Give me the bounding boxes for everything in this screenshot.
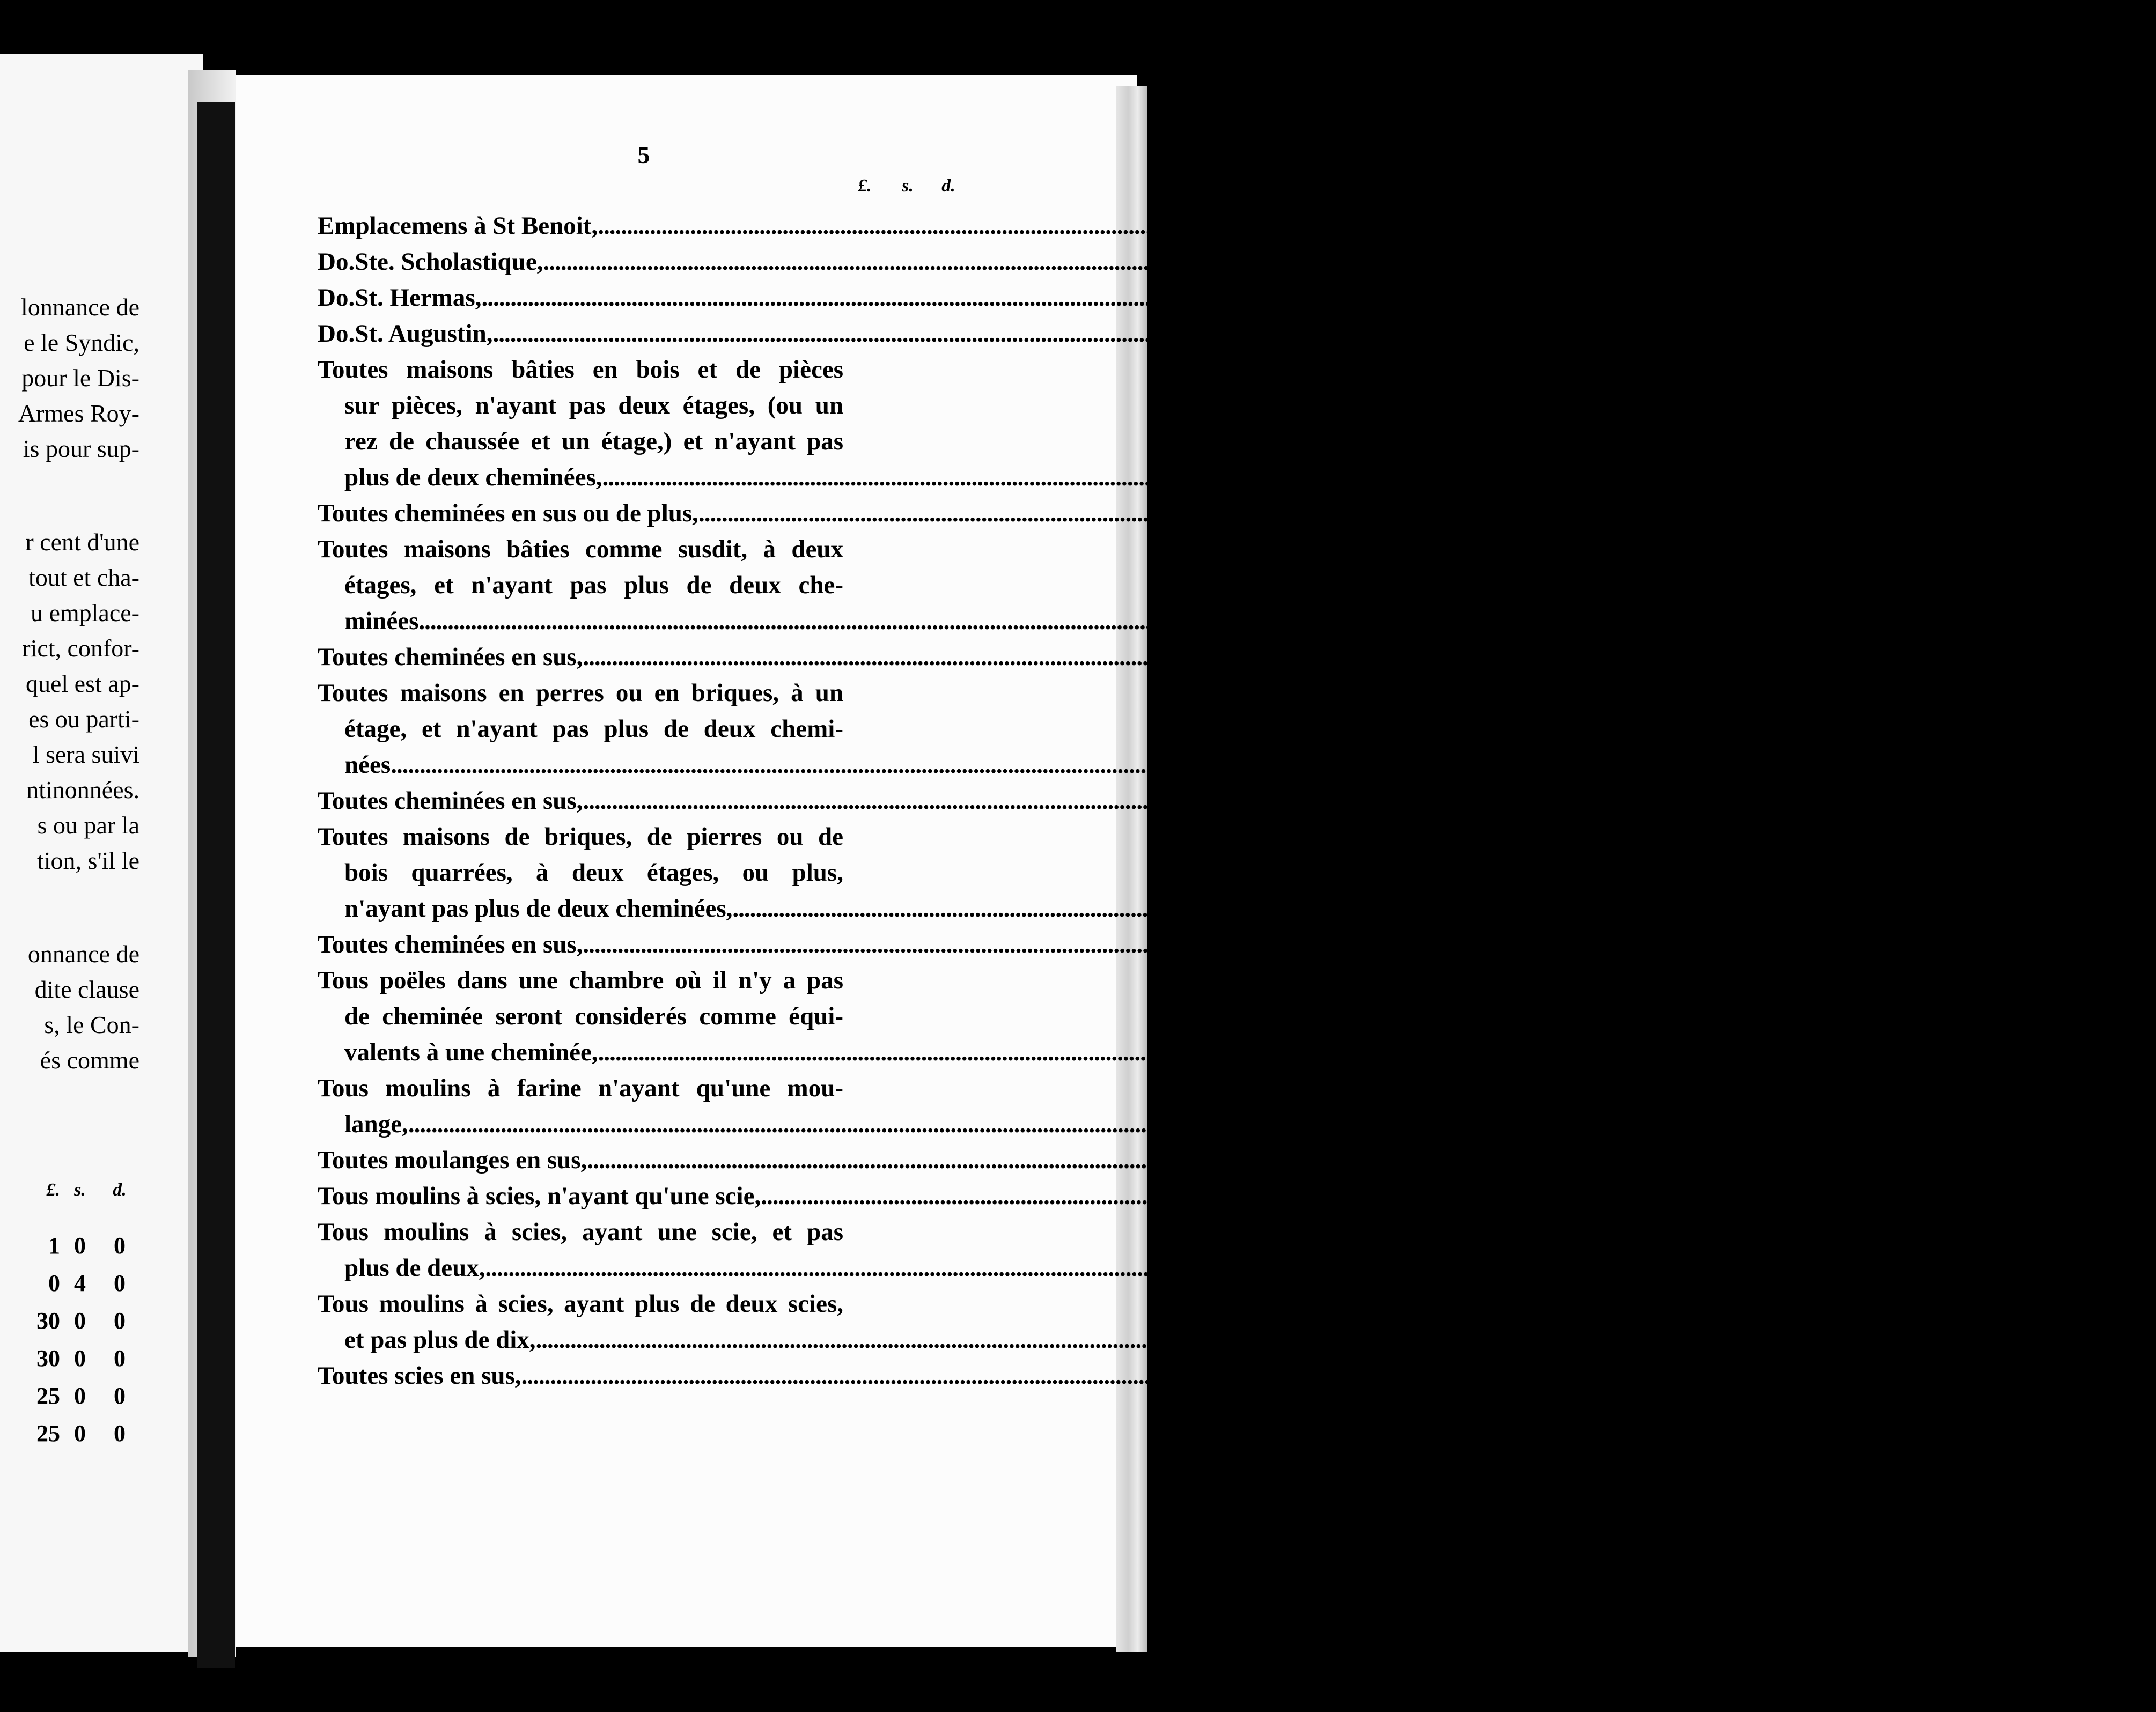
- left-text-line: is pour sup-: [23, 435, 139, 462]
- entry-amount: [1677, 1106, 1804, 1142]
- entry-line-with-amount: [318, 460, 1984, 496]
- entry-line-with-amount: [318, 316, 1874, 352]
- left-text-line: lonnance de: [21, 293, 139, 321]
- entry-line-with-amount: [318, 783, 1964, 819]
- entry-amount: [1687, 603, 1814, 639]
- left-amount-row: [17, 1377, 139, 1415]
- pounds-value: 15: [1821, 248, 1847, 276]
- entry-text: Tous moulins à scies, ayant plus de deux scies,: [318, 1290, 843, 1318]
- dot-leader: ............................................................................................................................................................................................................................: [583, 643, 1852, 671]
- dot-leader: ............................................................................................................................................................................................................................: [492, 320, 1762, 348]
- pence-value: 0: [1951, 787, 1964, 815]
- pence-value: 0: [2067, 499, 2080, 527]
- entry-amount: [1851, 927, 1978, 963]
- entry-text: sur pièces, n'ayant pas deux étages, (ou un: [344, 392, 843, 419]
- left-pence-value: 0: [114, 1233, 126, 1259]
- shillings-value: 0: [1809, 284, 1822, 312]
- entry-text: lange,: [344, 1110, 408, 1138]
- entry-text: minées: [344, 607, 419, 635]
- dot-leader: ............................................................................................................................................................................................................................: [391, 751, 1660, 779]
- left-text-line: Armes Roy-: [18, 400, 139, 427]
- left-text-line: u emplace-: [30, 599, 139, 626]
- entry-text: plus de deux,: [344, 1254, 485, 1282]
- pounds-value: 3: [1867, 787, 1881, 815]
- shillings-value: 0: [1925, 1038, 1939, 1066]
- shillings-value: 0: [1813, 1254, 1826, 1282]
- rate-entry: [318, 496, 2080, 532]
- dot-leader: ............................................................................................................................................................................................................................: [408, 1110, 1677, 1138]
- rate-entry: [318, 1286, 1917, 1358]
- entry-line-with-amount: [318, 1106, 1790, 1142]
- shillings-value: 0: [1820, 320, 1834, 348]
- entry-text: Toutes maisons en perres ou en briques, à un: [318, 679, 843, 707]
- left-amount-row: [17, 1340, 139, 1377]
- entry-text: Toutes scies en sus,: [318, 1362, 521, 1390]
- dot-leader: ............................................................................................................................................................................................................................: [521, 1362, 1790, 1390]
- entry-text: Do.: [318, 248, 355, 276]
- entry-text: rez de chaussée et un étage,) et n'ayant pas: [344, 427, 843, 455]
- left-pence-value: 0: [114, 1420, 126, 1447]
- entry-amount: [1867, 1035, 1993, 1071]
- pence-value: 0: [1951, 931, 1964, 958]
- left-shillings-value: 4: [74, 1270, 86, 1296]
- entry-amount: [1790, 1358, 1917, 1394]
- entry-text: n'ayant pas plus de deux cheminées,: [344, 895, 733, 923]
- entry-line-with-amount: [318, 208, 1979, 244]
- entry-line: [318, 1071, 977, 1106]
- left-pounds-value: 25: [36, 1420, 60, 1447]
- header-shillings: s.: [902, 176, 914, 196]
- shillings-value: 0: [1930, 463, 1943, 491]
- left-text-line: e le Syndic,: [24, 329, 139, 356]
- left-text-line: quel est ap-: [25, 670, 139, 697]
- dot-leader: ............................................................................................................................................................................................................................: [485, 1254, 1754, 1282]
- entry-amount: [1805, 1322, 1931, 1358]
- left-amount-row: [17, 1415, 139, 1452]
- entry-location: St. Hermas,: [355, 284, 482, 312]
- shillings-value: 0: [1736, 1110, 1749, 1138]
- pence-value: 0: [1759, 751, 1772, 779]
- entry-amount: [1754, 1250, 1881, 1286]
- entry-amount: [2029, 1178, 2156, 1214]
- rate-entry: [318, 1358, 1903, 1394]
- entry-line-with-amount: [318, 1358, 1903, 1394]
- left-shillings-value: 0: [74, 1233, 86, 1259]
- entry-line: [318, 711, 977, 747]
- entry-line: [318, 855, 977, 891]
- pounds-value: 15: [1771, 320, 1797, 348]
- entry-line: [318, 388, 977, 424]
- entry-line-with-amount: [318, 927, 1964, 963]
- dot-leader: ............................................................................................................................................................................................................................: [583, 787, 1852, 815]
- entry-amount: [2001, 891, 2128, 927]
- entry-text: Toutes maisons bâties comme susdit, à deux: [318, 535, 843, 563]
- pence-value: 0: [1777, 1110, 1790, 1138]
- entry-line: [318, 675, 977, 711]
- dot-leader: ............................................................................................................................................................................................................................: [698, 499, 1967, 527]
- left-text-line: pour le Dis-: [21, 364, 139, 392]
- left-text-line: ntinonnées.: [26, 776, 139, 803]
- left-text-line: s, le Con-: [44, 1011, 139, 1038]
- pounds-value: 20: [1697, 607, 1723, 635]
- left-header-pence: d.: [113, 1180, 127, 1200]
- entry-text: Tous moulins à farine n'ayant qu'une mou-: [318, 1074, 843, 1102]
- entry-amount: [1812, 244, 1938, 280]
- pence-value: 0: [1951, 643, 1964, 671]
- pounds-value: 100: [1680, 1110, 1719, 1138]
- pence-value: 0: [1955, 1146, 1969, 1174]
- entry-amount: [1967, 496, 2094, 532]
- pounds-value: 150: [1808, 1326, 1846, 1354]
- entry-text: Emplacemens à St Benoit,: [318, 212, 598, 240]
- pounds-value: 3: [1882, 1038, 1896, 1066]
- left-amount-row: [17, 1302, 139, 1340]
- rate-entry: [318, 244, 1925, 280]
- left-pence-value: 0: [114, 1270, 126, 1296]
- pounds-value: 25: [1865, 1146, 1891, 1174]
- left-paragraph-gap: [18, 879, 139, 936]
- entry-text: de cheminée seront considerés comme équi-: [344, 1002, 843, 1030]
- left-page: [0, 54, 203, 1652]
- shillings-value: 0: [1871, 248, 1884, 276]
- rate-entry: [318, 783, 1964, 819]
- left-text-line: r cent d'une: [25, 528, 139, 556]
- dot-leader: ............................................................................................................................................................................................................................: [418, 607, 1688, 635]
- left-text-line: onnance de: [27, 940, 139, 968]
- pence-value: 0: [1970, 463, 1984, 491]
- entry-line-with-amount: [318, 603, 1800, 639]
- pounds-value: 45: [2011, 895, 2036, 923]
- entry-text: Toutes cheminées en sus,: [318, 787, 583, 815]
- left-rows: [17, 1227, 139, 1452]
- left-text-line: s ou par la: [37, 811, 139, 839]
- pounds-value: 3: [1983, 499, 1996, 527]
- entry-line-with-amount: [318, 1250, 1867, 1286]
- shillings-value: 0: [1915, 1146, 1928, 1174]
- entry-text: Tous moulins à scies, n'ayant qu'une scie,: [318, 1182, 761, 1210]
- pence-value: 0: [1904, 1326, 1917, 1354]
- pence-value: 0: [1911, 248, 1925, 276]
- dot-leader: ............................................................................................................................................................................................................................: [587, 1146, 1856, 1174]
- pounds-value: 15: [1881, 463, 1906, 491]
- shillings-value: 0: [2026, 499, 2039, 527]
- entry-line-with-amount: [318, 891, 2114, 927]
- entry-line: [318, 999, 977, 1035]
- rate-entry: [318, 963, 1980, 1071]
- left-pounds-value: 30: [36, 1308, 60, 1334]
- pounds-value: 30: [1669, 751, 1695, 779]
- entry-text: bois quarrées, à deux étages, ou plus,: [344, 859, 843, 887]
- rate-entry: [318, 532, 1800, 639]
- pounds-value: 3: [1867, 931, 1881, 958]
- left-text-line: dite clause: [34, 976, 139, 1003]
- dot-leader: ............................................................................................................................................................................................................................: [602, 463, 1871, 491]
- pence-value: 0: [1966, 1038, 1980, 1066]
- entry-line-with-amount: [318, 496, 2080, 532]
- entry-text: Tous poëles dans une chambre où il n'y a pas: [318, 966, 843, 994]
- dot-leader: ............................................................................................................................................................................................................................: [481, 284, 1750, 312]
- entry-line-with-amount: [318, 1035, 1980, 1071]
- rate-entry: [318, 352, 1984, 496]
- shillings-value: 0: [1863, 1326, 1877, 1354]
- entry-text: Toutes cheminées en sus,: [318, 931, 583, 958]
- entry-line-with-amount: [318, 639, 1964, 675]
- left-header-shillings: s.: [74, 1180, 86, 1200]
- entry-line: [318, 532, 977, 567]
- left-pence-value: 0: [114, 1383, 126, 1409]
- pounds-value: 15: [1876, 212, 1902, 240]
- entry-line-with-amount: [318, 1142, 1969, 1178]
- dot-leader: ............................................................................................................................................................................................................................: [535, 1326, 1805, 1354]
- shillings-value: 0: [1925, 212, 1938, 240]
- entry-text: Toutes cheminées en sus ou de plus,: [318, 499, 698, 527]
- pounds-value: 60: [1764, 1254, 1790, 1282]
- entry-line-with-amount: [318, 1322, 1917, 1358]
- entry-text: Do.: [318, 284, 355, 312]
- left-text-line: tout et cha-: [28, 564, 139, 591]
- page-number: 5: [637, 141, 650, 168]
- rate-entry: [318, 675, 1772, 783]
- entry-line: [318, 1286, 977, 1322]
- entry-line: [318, 1214, 977, 1250]
- entry-line-with-amount: [318, 747, 1772, 783]
- pence-value: 0: [1861, 320, 1874, 348]
- left-amount-row: [17, 1265, 139, 1302]
- rate-entry: [318, 1178, 2142, 1214]
- left-shillings-value: 0: [74, 1420, 86, 1447]
- entry-line-with-amount: [318, 1178, 2142, 1214]
- entry-amount: [1866, 208, 1993, 244]
- header-pounds: £.: [858, 176, 872, 196]
- entry-text: et pas plus de dix,: [344, 1326, 536, 1354]
- left-pounds-value: 30: [36, 1345, 60, 1371]
- entry-amount: [1762, 316, 1888, 352]
- entry-location: St. Augustin,: [355, 320, 493, 348]
- left-shillings-value: 0: [74, 1345, 86, 1371]
- entry-text: étages, et n'ayant pas plus de deux che-: [344, 571, 843, 599]
- entry-text: Toutes maisons bâties en bois et de pièces: [318, 356, 843, 383]
- entry-line-with-amount: [318, 244, 1925, 280]
- currency-header: [842, 176, 969, 196]
- entry-line: [318, 963, 977, 999]
- pence-value: 0: [1853, 1254, 1867, 1282]
- left-pounds-value: 1: [48, 1233, 60, 1259]
- rate-entry: [318, 639, 1964, 675]
- pounds-value: 3: [1867, 643, 1881, 671]
- shillings-value: 0: [1718, 751, 1731, 779]
- entry-text: Do.: [318, 320, 355, 348]
- entry-amount: [1851, 783, 1978, 819]
- rate-entry: [318, 1142, 1969, 1178]
- entry-text: Toutes moulanges en sus,: [318, 1146, 587, 1174]
- entry-text: plus de deux cheminées,: [344, 463, 602, 491]
- entry-text: Toutes maisons de briques, de pierres ou de: [318, 823, 843, 851]
- shillings-value: 0: [1910, 643, 1924, 671]
- shillings-value: 0: [2060, 895, 2073, 923]
- left-text-line: tion, s'il le: [36, 847, 139, 874]
- dot-leader: ............................................................................................................................................................................................................................: [761, 1182, 2030, 1210]
- left-pence-value: 0: [114, 1308, 126, 1334]
- left-shillings-value: 0: [74, 1308, 86, 1334]
- entry-amount: [1856, 1142, 1982, 1178]
- pence-value: 0: [1787, 607, 1800, 635]
- pounds-value: 5: [1806, 1362, 1819, 1390]
- shillings-value: 0: [1910, 787, 1924, 815]
- left-shillings-value: 0: [74, 1383, 86, 1409]
- dot-leader: ............................................................................................................................................................................................................................: [598, 212, 1867, 240]
- dot-leader: ............................................................................................................................................................................................................................: [543, 248, 1812, 276]
- left-header-pounds: £.: [46, 1180, 60, 1200]
- dot-leader: ............................................................................................................................................................................................................................: [583, 931, 1852, 958]
- rate-entry: [318, 208, 1979, 244]
- rate-entries: [318, 208, 2142, 1394]
- pounds-value: 40: [2039, 1182, 2065, 1210]
- entry-line-with-amount: [318, 280, 1863, 316]
- shillings-value: 0: [1910, 931, 1924, 958]
- pence-value: 0: [2101, 895, 2114, 923]
- left-pounds-value: 25: [36, 1383, 60, 1409]
- left-amount-row: [17, 1227, 139, 1265]
- entry-amount: [1851, 639, 1978, 675]
- entry-amount: [1871, 460, 1998, 496]
- entry-text: Toutes cheminées en sus,: [318, 643, 583, 671]
- left-text-line: és comme: [40, 1046, 139, 1074]
- pounds-value: 15: [1760, 284, 1785, 312]
- shillings-value: 0: [1849, 1362, 1862, 1390]
- entry-line: [318, 424, 977, 460]
- pence-value: 0: [1889, 1362, 1903, 1390]
- entry-line: [318, 352, 977, 388]
- entry-text: valents à une cheminée,: [344, 1038, 598, 1066]
- rate-entry: [318, 819, 2114, 927]
- rate-entry: [318, 1214, 1867, 1286]
- entry-amount: [1750, 280, 1877, 316]
- entry-text: Tous moulins à scies, ayant une scie, et pas: [318, 1218, 843, 1246]
- pence-value: 0: [2129, 1182, 2142, 1210]
- pence-value: 0: [1850, 284, 1863, 312]
- entry-amount: [1659, 747, 1786, 783]
- left-text-line: rict, confor-: [22, 634, 139, 662]
- rate-entry: [318, 316, 1874, 352]
- header-pence: d.: [941, 176, 955, 196]
- left-paragraph-gap: [18, 467, 139, 525]
- dot-leader: ............................................................................................................................................................................................................................: [732, 895, 2002, 923]
- entry-location: Ste. Scholastique,: [355, 248, 543, 276]
- left-pence-value: 0: [114, 1345, 126, 1371]
- entry-line: [318, 567, 977, 603]
- left-page-rate-table: [17, 1180, 139, 1452]
- shillings-value: 0: [1746, 607, 1760, 635]
- rate-entry: [318, 280, 1863, 316]
- pence-value: 0: [1966, 212, 1979, 240]
- rate-entry: [318, 927, 1964, 963]
- entry-text: nées: [344, 751, 391, 779]
- book-binding: [197, 102, 235, 1668]
- entry-text: étage, et n'ayant pas plus de deux chemi-: [344, 715, 843, 743]
- dot-leader: ............................................................................................................................................................................................................................: [598, 1038, 1867, 1066]
- rate-entry: [318, 1071, 1790, 1142]
- shillings-value: 0: [2088, 1182, 2101, 1210]
- left-text-line: l sera suivi: [32, 741, 139, 768]
- left-text-line: es ou parti-: [28, 705, 139, 733]
- left-currency-header: [17, 1180, 139, 1200]
- left-page-text: [18, 290, 139, 1078]
- entry-line: [318, 819, 977, 855]
- left-pounds-value: 0: [48, 1270, 60, 1296]
